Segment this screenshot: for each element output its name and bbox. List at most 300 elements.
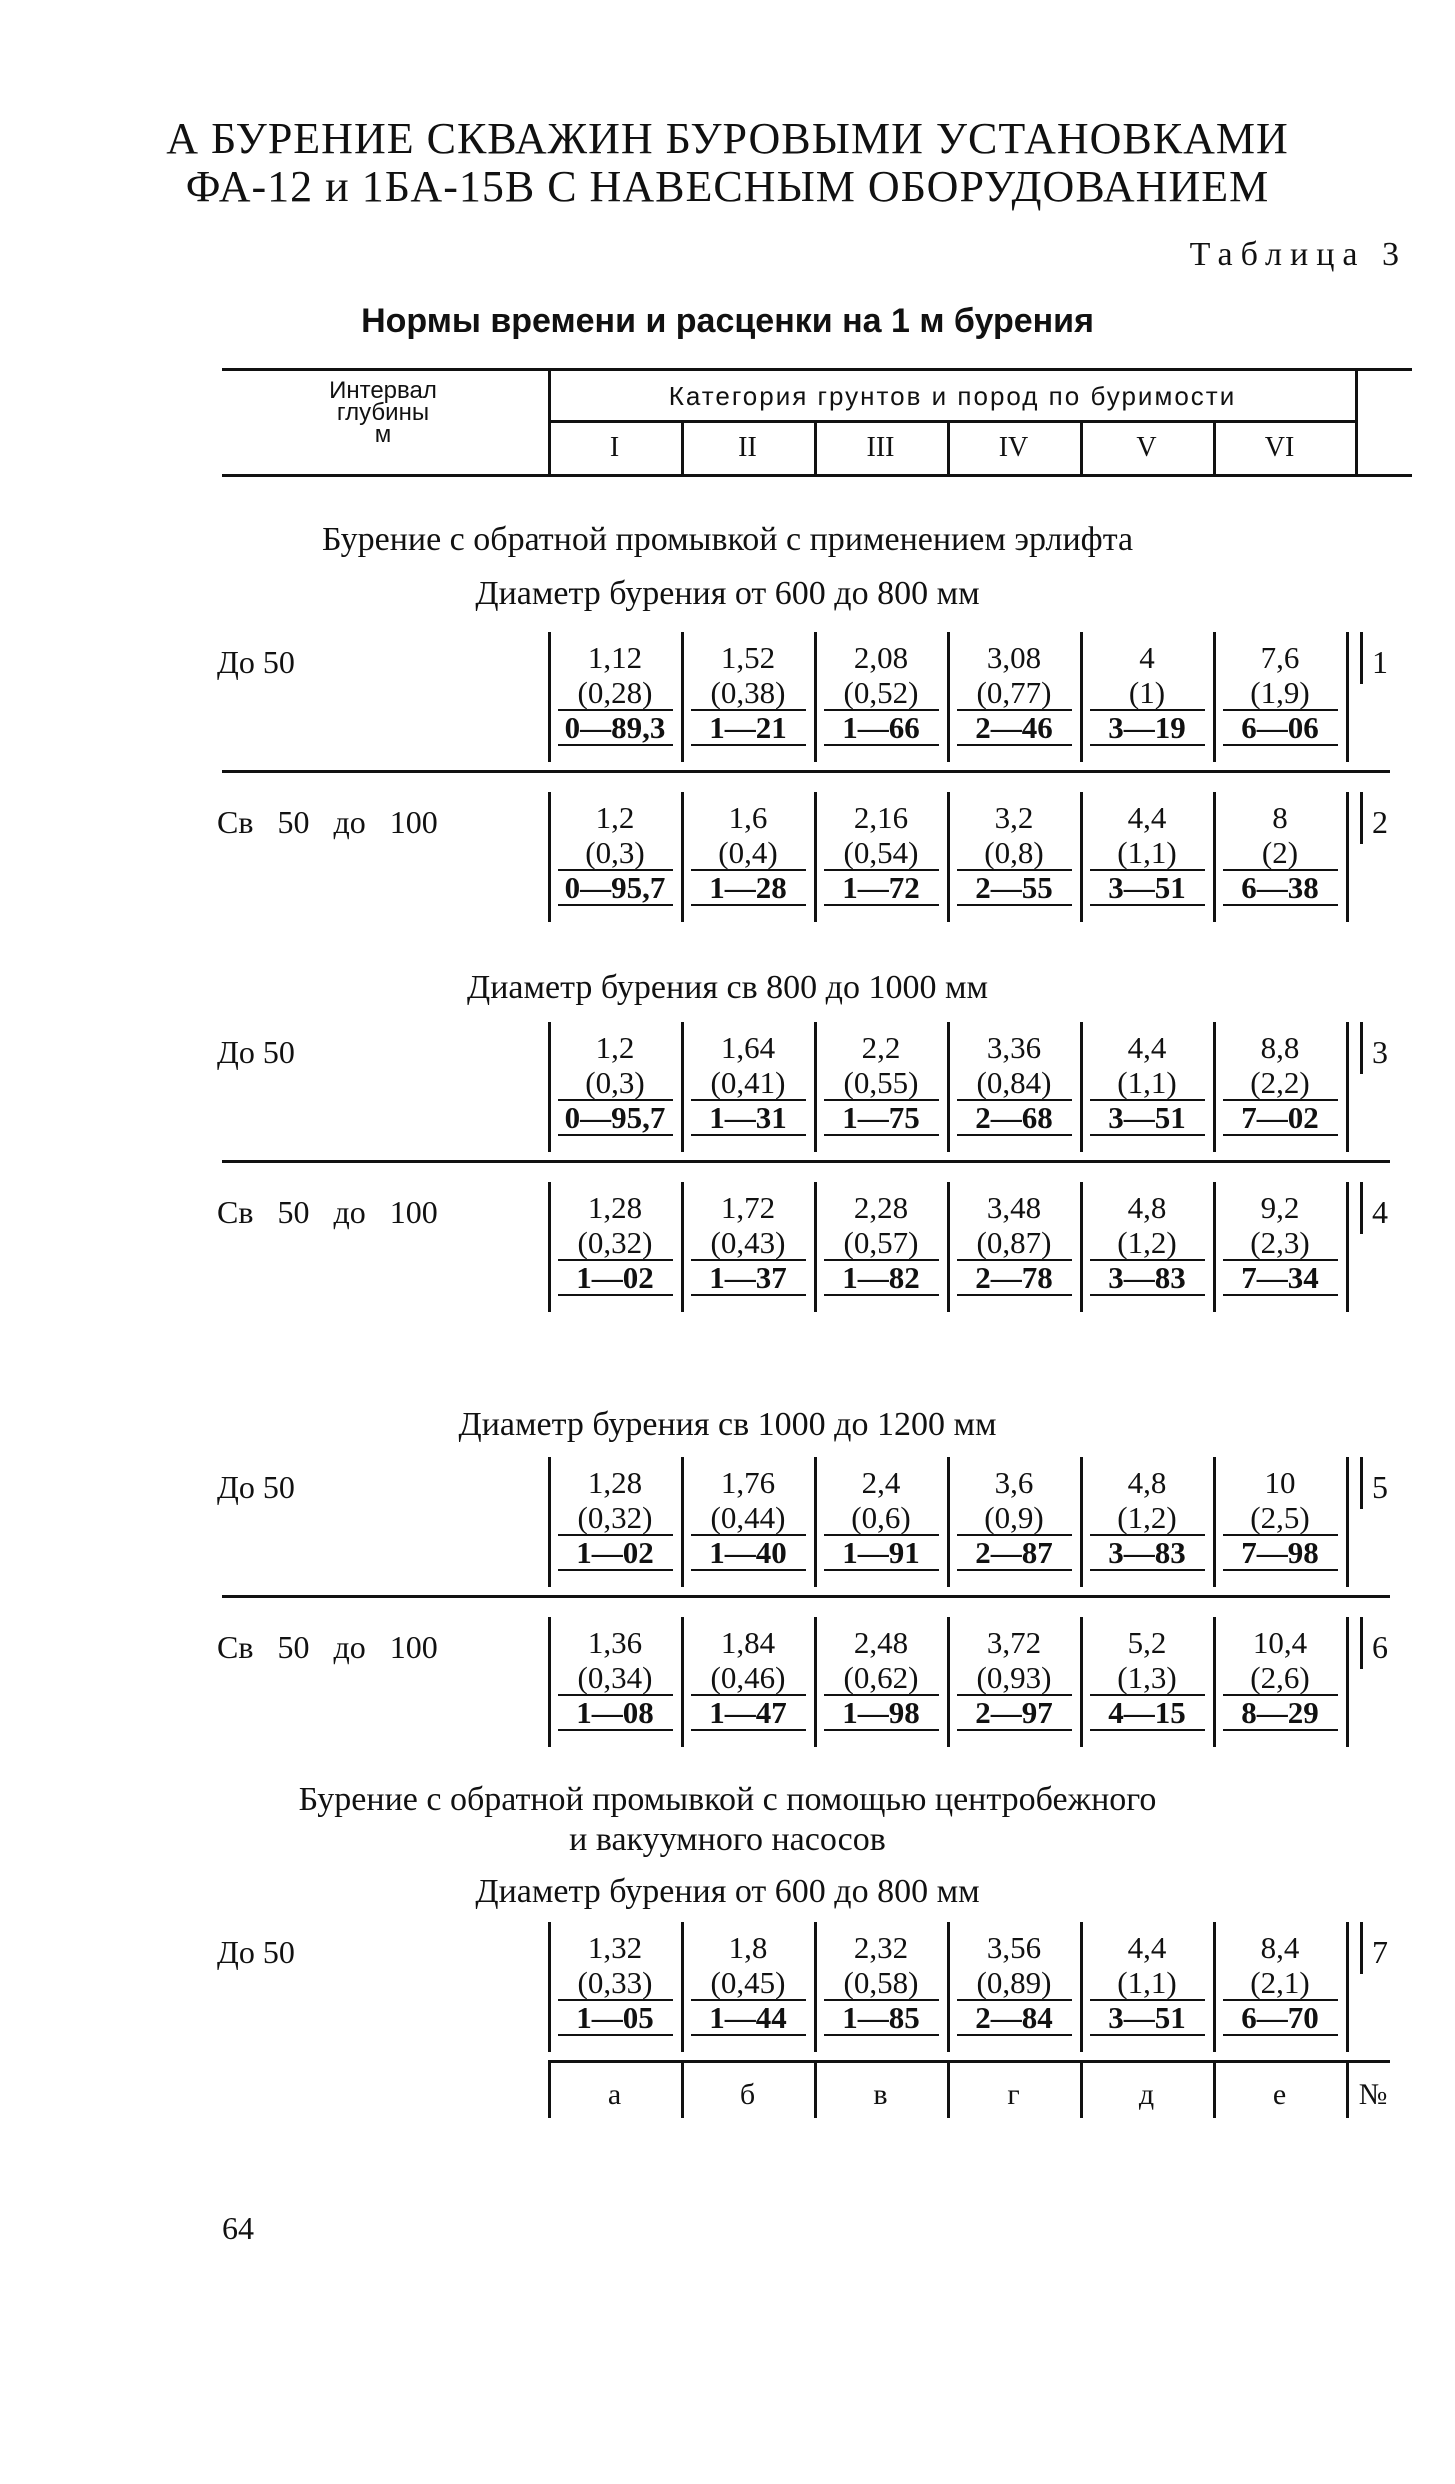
time-norm: 1,32 [587, 1930, 643, 1965]
time-norm: 1,84 [720, 1625, 776, 1660]
rate-price: 6—06 [1241, 710, 1319, 745]
rate-price: 7—98 [1241, 1535, 1319, 1570]
time-norm: 4 [1139, 640, 1155, 675]
rate-cell [684, 1030, 812, 1135]
rate-price: 1—91 [842, 1535, 920, 1570]
time-norm-secondary: (0,32) [577, 1225, 653, 1260]
rate-cell [1216, 1030, 1344, 1135]
fraction-rule [957, 709, 1072, 711]
rate-cell [1216, 1190, 1344, 1295]
footer-divider [814, 2060, 817, 2118]
row-depth: Св 50 до 100 [217, 1194, 438, 1230]
time-norm: 4,4 [1127, 800, 1167, 835]
time-norm-secondary: (0,44) [710, 1500, 786, 1535]
time-norm: 3,2 [994, 800, 1034, 835]
time-norm-secondary: (0,46) [710, 1660, 786, 1695]
rate-price: 2—46 [975, 710, 1053, 745]
fraction-rule [691, 744, 806, 746]
rate-cell [1216, 800, 1344, 905]
footer-column-3: в [873, 2078, 888, 2111]
rate-cell [1216, 1625, 1344, 1730]
fraction-rule [957, 1694, 1072, 1696]
fraction-rule [824, 1099, 939, 1101]
rate-price: 8—29 [1241, 1695, 1319, 1730]
time-norm-secondary: (1,9) [1250, 675, 1310, 710]
row-number: 5 [1372, 1469, 1388, 1505]
time-norm-secondary: (0,89) [976, 1965, 1052, 2000]
time-norm-secondary: (2,1) [1250, 1965, 1310, 2000]
fraction-rule [1223, 1259, 1338, 1261]
rate-cell [684, 1190, 812, 1295]
rate-cell [1083, 1625, 1211, 1730]
fraction-rule [558, 1569, 673, 1571]
time-norm-secondary: (0,3) [585, 835, 645, 870]
rate-cell [1083, 1190, 1211, 1295]
time-norm: 4,4 [1127, 1930, 1167, 1965]
row-depth: До 50 [217, 644, 295, 680]
header-column-3: III [866, 432, 895, 463]
time-norm-secondary: (0,28) [577, 675, 653, 710]
fraction-rule [1223, 1294, 1338, 1296]
time-norm-secondary: (1,3) [1117, 1660, 1177, 1695]
fraction-rule [1223, 1099, 1338, 1101]
footer-divider [548, 2060, 551, 2118]
fraction-rule [824, 1134, 939, 1136]
fraction-rule [824, 744, 939, 746]
section-title-pumps: и вакуумного насосов [569, 1821, 886, 1858]
fraction-rule [558, 1534, 673, 1536]
fraction-rule [691, 904, 806, 906]
time-norm-secondary: (2,5) [1250, 1500, 1310, 1535]
column-rule [1360, 632, 1363, 684]
fraction-rule [558, 1294, 673, 1296]
table-number: Таблица 3 [1189, 236, 1407, 273]
column-rule [1360, 1457, 1363, 1509]
rate-price: 0—95,7 [564, 1100, 666, 1135]
page-number: 64 [222, 2210, 254, 2246]
column-rule [1346, 1922, 1349, 2052]
page-title-line-1: А БУРЕНИЕ СКВАЖИН БУРОВЫМИ УСТАНОВКАМИ [166, 114, 1289, 163]
time-norm: 1,12 [587, 640, 643, 675]
time-norm-secondary: (0,45) [710, 1965, 786, 2000]
time-norm-secondary: (0,55) [843, 1065, 919, 1100]
time-norm-secondary: (0,43) [710, 1225, 786, 1260]
fraction-rule [1223, 744, 1338, 746]
rate-price: 1—02 [576, 1535, 654, 1570]
page-title-line-2: ФА-12 и 1БА-15В С НАВЕСНЫМ ОБОРУДОВАНИЕМ [185, 162, 1270, 211]
rate-price: 1—98 [842, 1695, 920, 1730]
footer-top-rule [548, 2060, 1390, 2063]
rate-price: 1—72 [842, 870, 920, 905]
table-subtitle: Нормы времени и расценки на 1 м бурения [361, 302, 1094, 340]
header-interval-line: м [374, 421, 392, 448]
fraction-rule [957, 1534, 1072, 1536]
time-norm: 1,28 [587, 1465, 643, 1500]
rate-cell [817, 1465, 945, 1570]
fraction-rule [1090, 1534, 1205, 1536]
fraction-rule [957, 904, 1072, 906]
time-norm: 1,8 [728, 1930, 768, 1965]
rate-cell [551, 1625, 679, 1730]
time-norm-secondary: (1) [1128, 675, 1166, 710]
footer-column-7: № [1358, 2078, 1388, 2111]
time-norm-secondary: (1,2) [1117, 1500, 1177, 1535]
time-norm: 4,8 [1127, 1190, 1167, 1225]
time-norm: 1,36 [587, 1625, 643, 1660]
time-norm: 3,6 [994, 1465, 1034, 1500]
footer-divider [1080, 2060, 1083, 2118]
time-norm: 2,16 [853, 800, 909, 835]
rate-cell [817, 640, 945, 745]
header-bottom-rule [222, 474, 1412, 477]
fraction-rule [824, 1694, 939, 1696]
footer-column-5: д [1138, 2078, 1155, 2111]
rate-cell [684, 1930, 812, 2035]
time-norm-secondary: (1,1) [1117, 1065, 1177, 1100]
fraction-rule [558, 709, 673, 711]
fraction-rule [824, 1534, 939, 1536]
rate-price: 2—78 [975, 1260, 1053, 1295]
time-norm: 1,28 [587, 1190, 643, 1225]
rate-cell [950, 1625, 1078, 1730]
time-norm-secondary: (1,2) [1117, 1225, 1177, 1260]
header-interval-line: глубины [336, 399, 430, 426]
time-norm-secondary: (0,41) [710, 1065, 786, 1100]
rate-cell [817, 1625, 945, 1730]
rate-cell [950, 1465, 1078, 1570]
header-column-5: V [1136, 432, 1157, 463]
rate-cell [1083, 1030, 1211, 1135]
header-mid-rule [548, 420, 1356, 423]
time-norm: 4,4 [1127, 1030, 1167, 1065]
rate-cell [1083, 1930, 1211, 2035]
fraction-rule [1223, 1134, 1338, 1136]
rate-price: 0—89,3 [564, 710, 666, 745]
fraction-rule [558, 744, 673, 746]
header-column-4: IV [998, 432, 1029, 463]
section-title-pumps: Бурение с обратной промывкой с помощью центробежного [298, 1781, 1157, 1818]
time-norm-secondary: (0,9) [984, 1500, 1044, 1535]
row-number: 4 [1372, 1194, 1388, 1230]
fraction-rule [691, 1729, 806, 1731]
fraction-rule [1090, 709, 1205, 711]
rate-cell [1216, 640, 1344, 745]
fraction-rule [824, 1259, 939, 1261]
time-norm-secondary: (0,93) [976, 1660, 1052, 1695]
fraction-rule [691, 1134, 806, 1136]
header-interval [228, 377, 538, 448]
rate-cell [1083, 640, 1211, 745]
time-norm: 2,32 [853, 1930, 909, 1965]
rate-price: 1—05 [576, 2000, 654, 2035]
header-column-2: II [738, 432, 757, 463]
fraction-rule [957, 1569, 1072, 1571]
time-norm-secondary: (0,54) [843, 835, 919, 870]
time-norm-secondary: (0,33) [577, 1965, 653, 2000]
time-norm: 3,36 [986, 1030, 1042, 1065]
rate-price: 1—02 [576, 1260, 654, 1295]
fraction-rule [1223, 1999, 1338, 2001]
footer-divider [1213, 2060, 1216, 2118]
column-rule [1360, 792, 1363, 844]
rate-price: 2—68 [975, 1100, 1053, 1135]
rate-price: 1—47 [709, 1695, 787, 1730]
time-norm: 1,64 [720, 1030, 776, 1065]
rate-cell [551, 1930, 679, 2035]
rate-price: 3—51 [1108, 870, 1186, 905]
fraction-rule [824, 1999, 939, 2001]
row-number: 6 [1372, 1629, 1388, 1665]
fraction-rule [1223, 1569, 1338, 1571]
time-norm-secondary: (0,3) [585, 1065, 645, 1100]
time-norm: 1,6 [728, 800, 768, 835]
time-norm-secondary: (0,87) [976, 1225, 1052, 1260]
fraction-rule [1223, 1534, 1338, 1536]
fraction-rule [1090, 1099, 1205, 1101]
time-norm-secondary: (2,3) [1250, 1225, 1310, 1260]
footer-divider [681, 2060, 684, 2118]
diameter-heading: Диаметр бурения от 600 до 800 мм [475, 575, 980, 612]
rate-price: 1—75 [842, 1100, 920, 1135]
fraction-rule [691, 709, 806, 711]
fraction-rule [1223, 709, 1338, 711]
time-norm: 7,6 [1260, 640, 1300, 675]
diameter-heading: Диаметр бурения от 600 до 800 мм [475, 1873, 980, 1910]
fraction-rule [957, 1999, 1072, 2001]
column-rule [1346, 1182, 1349, 1312]
fraction-rule [558, 1099, 673, 1101]
footer-column-6: е [1272, 2078, 1287, 2111]
time-norm: 5,2 [1127, 1625, 1167, 1660]
rate-price: 6—70 [1241, 2000, 1319, 2035]
time-norm-secondary: (0,32) [577, 1500, 653, 1535]
fraction-rule [1090, 1569, 1205, 1571]
fraction-rule [558, 904, 673, 906]
footer-column-1: а [607, 2078, 622, 2111]
time-norm-secondary: (1,1) [1117, 1965, 1177, 2000]
fraction-rule [1090, 869, 1205, 871]
fraction-rule [691, 1534, 806, 1536]
rate-price: 1—40 [709, 1535, 787, 1570]
time-norm-secondary: (2,2) [1250, 1065, 1310, 1100]
row-number: 3 [1372, 1034, 1388, 1070]
row-depth: До 50 [217, 1034, 295, 1070]
rate-price: 1—66 [842, 710, 920, 745]
header-divider [1355, 368, 1358, 474]
time-norm: 3,48 [986, 1190, 1042, 1225]
rate-price: 1—28 [709, 870, 787, 905]
rate-cell [950, 1930, 1078, 2035]
fraction-rule [558, 1999, 673, 2001]
time-norm: 1,2 [595, 1030, 635, 1065]
diameter-heading: Диаметр бурения св 800 до 1000 мм [467, 969, 988, 1006]
header-column-1: I [609, 432, 620, 463]
header-column-6: VI [1264, 432, 1295, 463]
fraction-rule [1090, 1729, 1205, 1731]
fraction-rule [1223, 869, 1338, 871]
row-depth: До 50 [217, 1934, 295, 1970]
rate-cell [551, 640, 679, 745]
time-norm: 3,56 [986, 1930, 1042, 1965]
fraction-rule [1223, 2034, 1338, 2036]
header-top-rule [222, 368, 1412, 371]
fraction-rule [1090, 744, 1205, 746]
time-norm: 2,48 [853, 1625, 909, 1660]
fraction-rule [691, 1569, 806, 1571]
section-title-airlift: Бурение с обратной промывкой с применением эрлифта [321, 521, 1134, 558]
rate-cell [684, 640, 812, 745]
rate-cell [817, 1030, 945, 1135]
fraction-rule [1090, 1294, 1205, 1296]
row-separator [222, 1160, 1390, 1163]
row-number: 1 [1372, 644, 1388, 680]
time-norm: 4,8 [1127, 1465, 1167, 1500]
fraction-rule [1090, 1999, 1205, 2001]
header-column-divider [1080, 420, 1083, 474]
rate-price: 0—95,7 [564, 870, 666, 905]
rate-price: 2—87 [975, 1535, 1053, 1570]
rate-cell [1083, 1465, 1211, 1570]
row-number: 7 [1372, 1934, 1388, 1970]
footer-divider [947, 2060, 950, 2118]
time-norm-secondary: (2) [1261, 835, 1299, 870]
fraction-rule [957, 744, 1072, 746]
time-norm: 2,4 [861, 1465, 901, 1500]
time-norm-secondary: (0,62) [843, 1660, 919, 1695]
header-column-divider [814, 420, 817, 474]
rate-cell [551, 1190, 679, 1295]
rate-price: 1—37 [709, 1260, 787, 1295]
fraction-rule [957, 1259, 1072, 1261]
rate-price: 3—83 [1108, 1260, 1186, 1295]
diameter-heading: Диаметр бурения св 1000 до 1200 мм [458, 1406, 997, 1443]
time-norm: 10 [1264, 1465, 1296, 1500]
rate-cell [1216, 1465, 1344, 1570]
time-norm: 3,72 [986, 1625, 1042, 1660]
fraction-rule [957, 1729, 1072, 1731]
column-rule [1346, 1457, 1349, 1587]
fraction-rule [824, 1569, 939, 1571]
header-column-divider [1213, 420, 1216, 474]
rate-price: 1—85 [842, 2000, 920, 2035]
column-rule [1360, 1182, 1363, 1234]
rate-price: 6—38 [1241, 870, 1319, 905]
rate-price: 4—15 [1108, 1695, 1186, 1730]
fraction-rule [691, 2034, 806, 2036]
fraction-rule [691, 1694, 806, 1696]
header-interval-line: Интервал [329, 377, 437, 404]
fraction-rule [1223, 904, 1338, 906]
rate-price: 3—51 [1108, 2000, 1186, 2035]
rate-price: 1—21 [709, 710, 787, 745]
rate-cell [684, 800, 812, 905]
rate-price: 1—44 [709, 2000, 787, 2035]
rate-price: 7—34 [1241, 1260, 1319, 1295]
rate-cell [684, 1465, 812, 1570]
row-depth: Св 50 до 100 [217, 804, 438, 840]
time-norm: 3,08 [986, 640, 1042, 675]
row-depth: До 50 [217, 1469, 295, 1505]
fraction-rule [957, 1294, 1072, 1296]
rate-cell [684, 1625, 812, 1730]
time-norm: 1,72 [720, 1190, 776, 1225]
header-column-divider [947, 420, 950, 474]
rate-cell [551, 1465, 679, 1570]
footer-column-4: г [1007, 2078, 1020, 2111]
time-norm: 2,28 [853, 1190, 909, 1225]
rate-price: 1—82 [842, 1260, 920, 1295]
fraction-rule [1223, 1694, 1338, 1696]
rate-cell [950, 800, 1078, 905]
fraction-rule [558, 869, 673, 871]
fraction-rule [824, 709, 939, 711]
rate-price: 3—51 [1108, 1100, 1186, 1135]
rate-cell [817, 1190, 945, 1295]
fraction-rule [824, 869, 939, 871]
rate-cell [551, 800, 679, 905]
rate-price: 3—83 [1108, 1535, 1186, 1570]
rate-cell [817, 1930, 945, 2035]
footer-divider [1346, 2060, 1349, 2118]
time-norm-secondary: (0,58) [843, 1965, 919, 2000]
time-norm-secondary: (0,34) [577, 1660, 653, 1695]
fraction-rule [691, 1099, 806, 1101]
rate-price: 1—08 [576, 1695, 654, 1730]
footer-column-2: б [739, 2078, 756, 2111]
time-norm-secondary: (0,84) [976, 1065, 1052, 1100]
rate-price: 2—97 [975, 1695, 1053, 1730]
fraction-rule [1090, 904, 1205, 906]
fraction-rule [558, 1259, 673, 1261]
rate-cell [551, 1030, 679, 1135]
fraction-rule [824, 2034, 939, 2036]
time-norm-secondary: (0,57) [843, 1225, 919, 1260]
fraction-rule [957, 2034, 1072, 2036]
rate-price: 3—19 [1108, 710, 1186, 745]
time-norm-secondary: (0,6) [851, 1500, 911, 1535]
row-depth: Св 50 до 100 [217, 1629, 438, 1665]
fraction-rule [957, 1134, 1072, 1136]
rate-cell [1083, 800, 1211, 905]
time-norm: 1,76 [720, 1465, 776, 1500]
fraction-rule [1223, 1729, 1338, 1731]
column-rule [1346, 1022, 1349, 1152]
column-rule [1346, 792, 1349, 922]
fraction-rule [558, 1729, 673, 1731]
time-norm: 2,08 [853, 640, 909, 675]
time-norm: 1,2 [595, 800, 635, 835]
time-norm: 8,4 [1260, 1930, 1300, 1965]
header-column-divider [681, 420, 684, 474]
fraction-rule [824, 1729, 939, 1731]
time-norm: 9,2 [1260, 1190, 1300, 1225]
column-rule [1346, 632, 1349, 762]
row-number: 2 [1372, 804, 1388, 840]
rate-cell [950, 640, 1078, 745]
column-rule [1360, 1022, 1363, 1074]
fraction-rule [691, 1999, 806, 2001]
time-norm: 8,8 [1260, 1030, 1300, 1065]
row-separator [222, 770, 1390, 773]
fraction-rule [1090, 1134, 1205, 1136]
time-norm: 1,52 [720, 640, 776, 675]
header-category: Категория грунтов и пород по буримости [668, 381, 1237, 411]
column-rule [1360, 1617, 1363, 1669]
fraction-rule [824, 904, 939, 906]
fraction-rule [558, 1694, 673, 1696]
rate-price: 1—31 [709, 1100, 787, 1135]
rate-cell [950, 1190, 1078, 1295]
